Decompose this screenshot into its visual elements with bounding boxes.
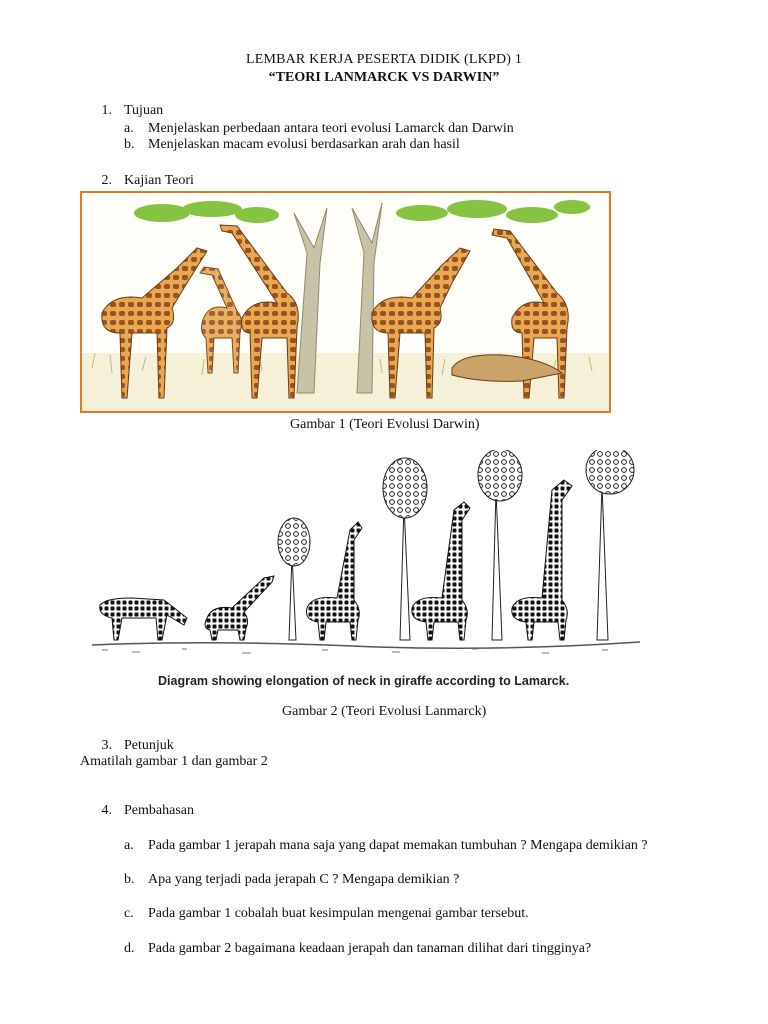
petunjuk-instruction: Amatilah gambar 1 dan gambar 2 — [80, 754, 268, 769]
section-number-kajian: 2. — [101, 173, 112, 188]
worksheet-subtitle: “TEORI LANMARCK VS DARWIN” — [268, 70, 500, 85]
darwin-giraffes-drawing — [82, 193, 609, 411]
question-marker: b. — [124, 872, 135, 887]
section-heading-petunjuk: Petunjuk — [124, 738, 174, 753]
list-item: Menjelaskan perbedaan antara teori evolusi Lamarck dan Darwin — [148, 121, 514, 136]
section-heading-kajian: Kajian Teori — [124, 173, 194, 188]
figure-darwin-illustration — [80, 191, 611, 413]
question-item: Apa yang terjadi pada jerapah C ? Mengapa demikian ? — [148, 872, 460, 887]
question-item: Pada gambar 2 bagaimana keadaan jerapah dan tanaman dilihat dari tingginya? — [148, 941, 592, 956]
section-number-tujuan: 1. — [101, 103, 112, 118]
question-item: Pada gambar 1 cobalah buat kesimpulan mengenai gambar tersebut. — [148, 906, 529, 921]
section-heading-tujuan: Tujuan — [124, 103, 164, 118]
question-marker: d. — [124, 941, 135, 956]
section-heading-pembahasan: Pembahasan — [124, 803, 194, 818]
section-number-pembahasan: 4. — [101, 803, 112, 818]
figure2-caption: Gambar 2 (Teori Evolusi Lanmarck) — [282, 704, 487, 719]
section-number-petunjuk: 3. — [101, 738, 112, 753]
worksheet-title: LEMBAR KERJA PESERTA DIDIK (LKPD) 1 — [245, 52, 523, 67]
list-marker: a. — [124, 121, 134, 136]
question-marker: c. — [124, 906, 134, 921]
list-item: Menjelaskan macam evolusi berdasarkan arah dan hasil — [148, 137, 460, 152]
question-item: Pada gambar 1 jerapah mana saja yang dapat memakan tumbuhan ? Mengapa demikian ? — [148, 838, 648, 853]
figure-lamarck-diagram — [92, 450, 640, 698]
figure1-caption: Gambar 1 (Teori Evolusi Darwin) — [290, 417, 480, 432]
lamarck-giraffes-drawing — [92, 450, 640, 670]
figure2-inner-caption: Diagram showing elongation of neck in giraffe according to Lamarck. — [158, 674, 570, 688]
list-marker: b. — [124, 137, 135, 152]
question-marker: a. — [124, 838, 134, 853]
